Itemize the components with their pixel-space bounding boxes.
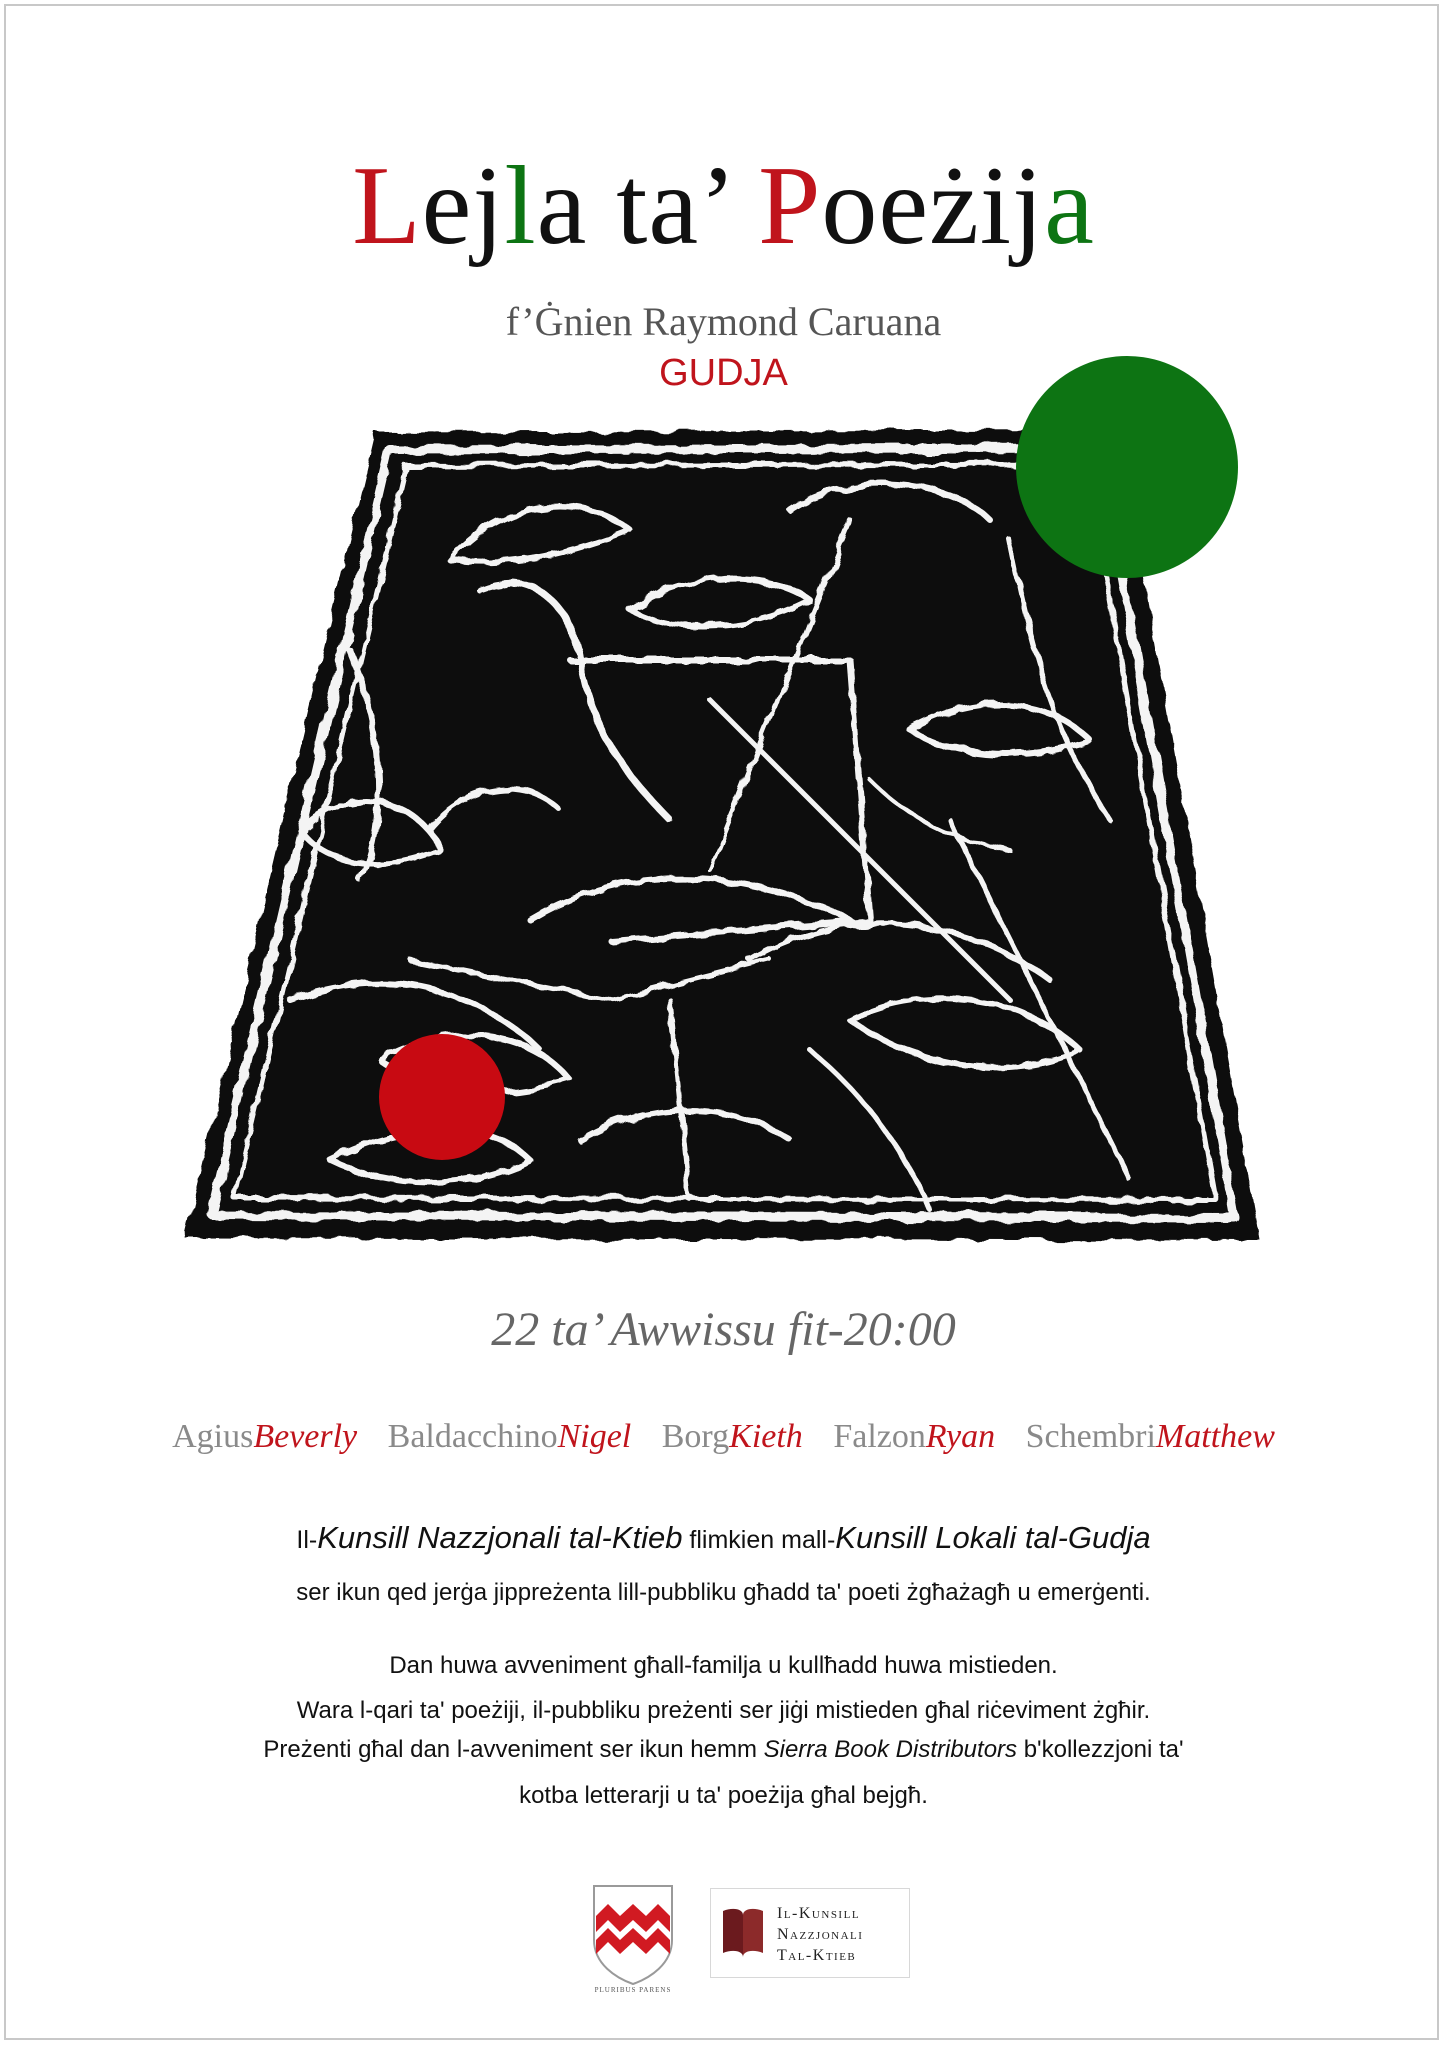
title-segment: l [504,144,537,268]
venue-subtitle: f’Ġnien Raymond Caruana [505,299,942,344]
title-segment: P [758,144,822,268]
family-event-line: Dan huwa avveniment għall-familja u kullħadd huwa mistieden. [389,1652,1058,1679]
crest-motto: PLURIBUS PARENS [594,1986,672,1994]
title-segment: ej [421,144,505,268]
books-sale-line: kotba letterarji u ta' poeżija għal bejgħ. [519,1782,928,1809]
title-segment: oeżij [821,144,1045,268]
title-segment: a ta’ [536,144,759,268]
national-book-council-logo [710,1888,910,1978]
event-date-time: 22 ta’ Awwissu fit-20:00 [491,1303,956,1356]
gudja-crest-icon [588,1880,678,1988]
reception-line: Wara l-qari ta' poeżiji, il-pubbliku preżenti ser jiġi mistieden għal riċeviment żgħir. [296,1697,1151,1724]
town-name: GUDJA [659,352,788,394]
organisers-line: Il-Kunsill Nazzjonali tal-Ktieb flimkien mall-Kunsill Lokali tal-Gudja [296,1520,1151,1555]
poet-name: SchembriMatthew [1025,1418,1275,1455]
poet-name: BaldacchinoNigel [387,1418,632,1455]
poster-title [0,144,1447,268]
poet-name: AgiusBeverly [172,1418,358,1455]
title-segment: a [1044,144,1095,268]
title-segment: L [352,144,422,268]
poet-name: FalzonRyan [833,1418,996,1455]
poets-list [0,1418,1447,1456]
red-circle [379,1034,505,1160]
book-icon [719,1905,767,1961]
poet-name: BorgKieth [661,1418,803,1455]
sponsor-line: Preżenti għal dan l-avveniment ser ikun hemm Sierra Book Distributors b'kollezzjoni ta' [263,1736,1184,1763]
description-line: ser ikun qed jerġa jippreżenta lill-pubbliku għadd ta' poeti żgħażagħ u emerġenti. [296,1579,1151,1606]
green-circle [1016,356,1238,578]
logo-wordmark: Il-Kunsill Nazzjonali Tal-Ktieb [777,1905,864,1964]
